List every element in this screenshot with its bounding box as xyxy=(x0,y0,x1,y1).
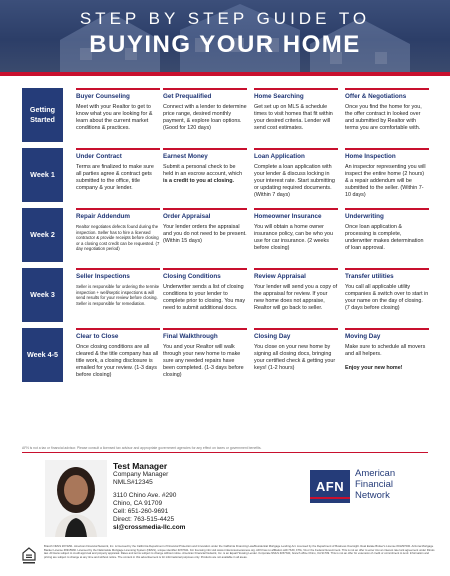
step-title: Underwriting xyxy=(345,213,384,220)
step-divider xyxy=(76,328,160,330)
step-body-text: Submit a personal check to be held in an escrow account, which xyxy=(163,164,243,177)
step-under-contract xyxy=(76,148,160,192)
step-divider xyxy=(254,148,338,150)
step-body xyxy=(163,164,247,185)
step-divider xyxy=(254,208,338,210)
company-name xyxy=(355,469,435,502)
company-name-line-2: Financial xyxy=(355,478,394,490)
step-home-inspection xyxy=(345,148,429,199)
step-title: Home Inspection xyxy=(345,153,396,160)
step-body: Once loan application & processing is complete, underwriter makes determination of loan approval. xyxy=(345,224,424,251)
footer-divider xyxy=(22,452,428,453)
step-home-searching xyxy=(254,88,338,132)
step-divider xyxy=(163,88,247,90)
step-title: Under Contract xyxy=(76,153,122,160)
agent-name: Test Manager xyxy=(113,461,168,471)
avatar xyxy=(45,460,107,537)
timeline-row-week-4-5 xyxy=(0,328,450,438)
step-title: Closing Conditions xyxy=(163,273,221,280)
equal-housing-icon xyxy=(22,547,36,565)
step-divider xyxy=(76,268,160,270)
week-label: Week 1 xyxy=(22,148,63,202)
step-divider xyxy=(163,328,247,330)
step-earnest-money xyxy=(163,148,247,185)
afn-logo-text: AFN xyxy=(315,479,345,494)
step-loan-application xyxy=(254,148,338,199)
step-divider xyxy=(345,268,429,270)
afn-logo-stripe xyxy=(310,497,350,499)
agent-nmls: NMLS#12345 xyxy=(113,479,153,487)
step-divider xyxy=(76,208,160,210)
step-body: Underwriter sends a list of closing conditions to your lender to complete prior to closing. You may need to submit additional docs. xyxy=(163,284,246,311)
step-body-text: Make sure to schedule all movers and all helpers. xyxy=(345,344,426,357)
week-label: Week 3 xyxy=(22,268,63,322)
timeline-row-getting-started xyxy=(0,88,450,152)
week-label: Getting Started xyxy=(22,88,63,142)
step-clear-to-close xyxy=(76,328,160,379)
agent-address-line-1: 3110 Chino Ave. #290 xyxy=(113,491,177,499)
step-body: Connect with a lender to determine price range, desired monthly payment, & explore loan options. (Good for 120 days) xyxy=(163,104,247,131)
company-name-line-1: American xyxy=(355,468,396,479)
step-divider xyxy=(345,328,429,330)
step-divider xyxy=(254,268,338,270)
step-divider xyxy=(345,88,429,90)
step-title: Buyer Counseling xyxy=(76,93,130,100)
tax-disclaimer: AFN is not a tax or financial advisor. Please consult a licensed tax advisor and appropriate government agencies for any effect on taxes or government benefits. xyxy=(22,446,262,450)
step-body: Get set up on MLS & schedule times to visit homes that fit within your desired criteria. Lender will send cost estimates. xyxy=(254,104,333,131)
step-body: Complete a loan application with your lender & discuss locking in your interest rate. Start submitting or updating required documents. (Within 7 days) xyxy=(254,164,335,198)
step-closing-day xyxy=(254,328,338,372)
step-body: Meet with your Realtor to get to know what you are looking for & learn about the current market conditions & practices. xyxy=(76,104,153,131)
title-line-1: STEP BY STEP GUIDE TO xyxy=(79,9,371,28)
page-header xyxy=(0,0,450,72)
step-body: You close on your new home by signing all closing docs, bringing your certified check & getting your keys! (1-2 hours) xyxy=(254,344,336,371)
step-moving-day xyxy=(345,328,429,372)
step-title: Order Appraisal xyxy=(163,213,211,220)
step-title: Earnest Money xyxy=(163,153,208,160)
step-repair-addendum xyxy=(76,208,160,252)
header-divider xyxy=(0,72,450,76)
step-title: Final Walkthrough xyxy=(163,333,218,340)
step-order-appraisal xyxy=(163,208,247,245)
step-body: You will obtain a home owner insurance policy, can be who you use for car insurance. (2 weeks before closing) xyxy=(254,224,334,251)
step-underwriting xyxy=(345,208,429,252)
step-title: Homeowner Insurance xyxy=(254,213,322,220)
agent-contact-card xyxy=(113,462,273,532)
step-divider xyxy=(254,88,338,90)
step-body: You and your Realtor will walk through your new home to make sure any needed repairs have been completed. (1-3 days before closing) xyxy=(163,344,244,378)
step-transfer-utilities xyxy=(345,268,429,312)
step-title: Transfer utilities xyxy=(345,273,394,280)
step-divider xyxy=(254,328,338,330)
step-divider xyxy=(163,208,247,210)
step-title: Closing Day xyxy=(254,333,291,340)
step-homeowner-insurance xyxy=(254,208,338,252)
step-offer-negotiations xyxy=(345,88,429,132)
step-title: Get Prequalified xyxy=(163,93,212,100)
step-seller-inspections xyxy=(76,268,160,306)
step-divider xyxy=(163,148,247,150)
step-body: You call all applicable utility companies & switch over to start in your name on the day of closing. (7 days before closing) xyxy=(345,284,429,311)
legal-disclaimer: Branch NMLS #274291. American Financial Network, Inc. is licensed by the California Department of Financial Protection and Innovation under the California Financing Law/Residential Mortgage Lending Act. Licensed by the Department of Business Oversight. Real Estate Broker's License #01297000. Arizona Mortgage Banker License #0915930. Licensed by the Nationwide Mortgage Licensing System (NMLS), unique identifier #237341. For licensing info visit www.nmlsconsumeraccess.org. AFN has no affiliation with HUD, FHA, VA or the Federal Government. This is not an offer to enter into an interest rate lock agreement under Illinois law. All loans subject to credit approval and property appraisal. Rates and terms subject to change without notice. American Financial Network, Inc. is an Equal Housing Lender. Corporate NMLS #237341; branch office Chino, CA 91709. This is not an offer for extension of credit or commitment to lend. Information and pricing are subject to change at any time and without notice. The content in this advertisement is for informational purposes only. Products are not available in all areas. xyxy=(44,545,435,559)
step-body: Your lender orders the appraisal and you do not need to be present. (Within 15 days) xyxy=(163,224,247,244)
step-title: Clear to Close xyxy=(76,333,119,340)
step-body: Once closing conditions are all cleared & the title company has all title work, a closing disclosure is emailed for your review. (1-3 days before closing) xyxy=(76,344,159,378)
step-get-prequalified xyxy=(163,88,247,132)
step-body: Seller is responsible for ordering the termite inspection + well/septic inspections & will send results for your review before closing. Seller is responsible for remediation. xyxy=(76,284,160,306)
step-divider xyxy=(163,268,247,270)
timeline-row-week-1 xyxy=(0,148,450,212)
step-body-emphasis: Enjoy your new home! xyxy=(345,364,403,371)
step-title: Moving Day xyxy=(345,333,381,340)
agent-address-line-2: Chino, CA 91709 xyxy=(113,499,163,507)
step-title: Review Appraisal xyxy=(254,273,306,280)
step-body-emphasis: is a credit to you at closing. xyxy=(163,177,234,184)
step-body: Once you find the home for you, the offer contract in looked over and submitted by Realtor with terms you are comfortable with. xyxy=(345,104,422,131)
step-review-appraisal xyxy=(254,268,338,312)
timeline-row-week-3 xyxy=(0,268,450,332)
agent-photo xyxy=(45,460,107,537)
step-title: Loan Application xyxy=(254,153,305,160)
agent-cell-phone: Cell: 651-260-9691 xyxy=(113,507,169,515)
step-closing-conditions xyxy=(163,268,247,312)
step-divider xyxy=(345,208,429,210)
step-buyer-counseling xyxy=(76,88,160,132)
agent-direct-phone: Direct: 763-515-4425 xyxy=(113,515,175,523)
company-name-line-3: Network xyxy=(355,489,390,501)
step-divider xyxy=(76,148,160,150)
step-title: Offer & Negotiations xyxy=(345,93,407,100)
step-body: An inspector representing you will inspect the entire home (2 hours) & a repair addendum will be submitted to the seller. (Within 7-10 days) xyxy=(345,164,426,198)
agent-title: Company Manager xyxy=(113,471,169,479)
agent-email-link[interactable]: sl@crossmedia-llc.com xyxy=(113,524,186,532)
week-label: Week 2 xyxy=(22,208,63,262)
page-title: BUYING YOUR HOME xyxy=(89,31,361,58)
step-divider xyxy=(345,148,429,150)
step-body xyxy=(345,344,429,372)
step-title: Repair Addendum xyxy=(76,213,130,220)
step-title: Home Searching xyxy=(254,93,304,100)
step-title: Seller Inspections xyxy=(76,273,130,280)
timeline-row-week-2 xyxy=(0,208,450,272)
step-divider xyxy=(76,88,160,90)
step-body: Realtor negotiates defects found during the inspection. Seller has to hire a licensed contractor & provide receipts before closing or a closing cost credit can be requested. (7 day negotiation period) xyxy=(76,224,160,252)
step-final-walkthrough xyxy=(163,328,247,379)
step-body: Terms are finalized to make sure all parties agree & contract gets submitted to the office, title company & your lender. xyxy=(76,164,154,191)
week-label: Week 4-5 xyxy=(22,328,63,382)
step-body: Your lender will send you a copy of the appraisal for review. If your new home does not appraise, Realtor will go back to seller. xyxy=(254,284,338,311)
